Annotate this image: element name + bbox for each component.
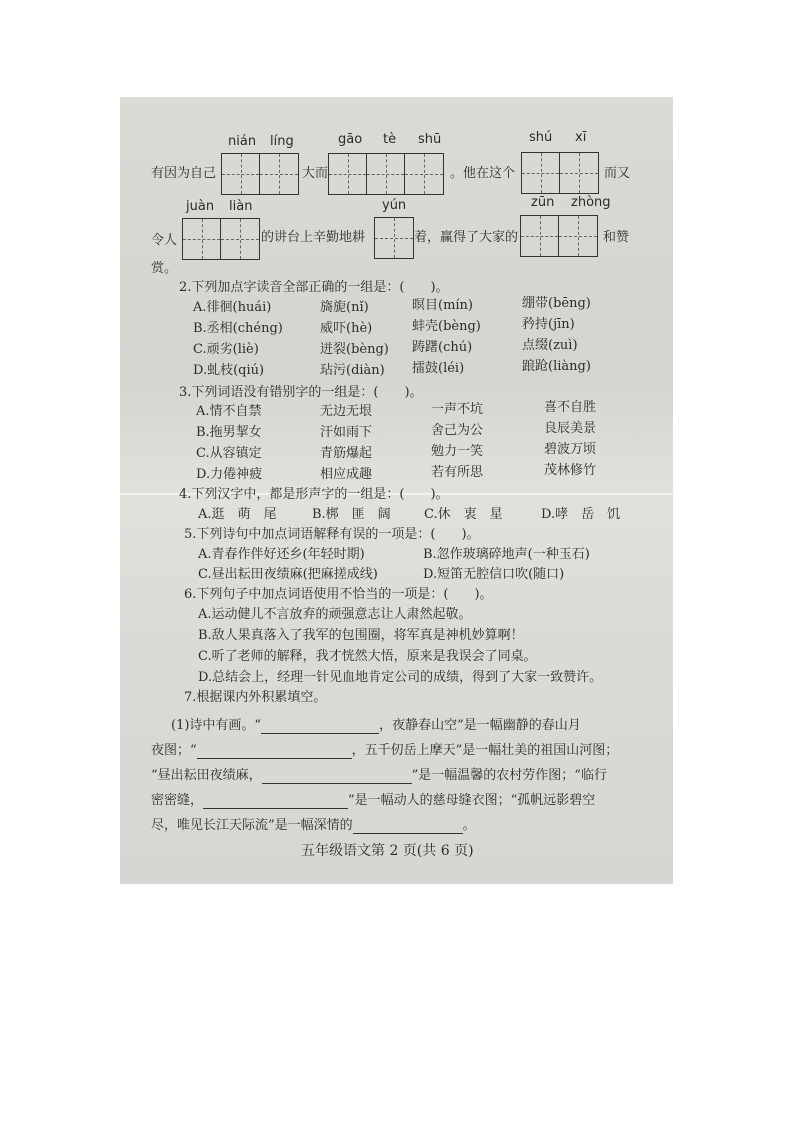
q2-option-B-4: 矜持(jīn) <box>522 317 575 332</box>
q3-option-C-2: 青筋爆起 <box>320 446 373 461</box>
q6-option-D: D.总结会上，经理一针见血地肯定公司的成绩，得到了大家一致赞许。 <box>198 670 603 685</box>
q2-option-A-1: A.徘徊(huái) <box>193 300 272 315</box>
grid-cell[interactable] <box>560 153 598 193</box>
q3-option-C-3: 勉力一笑 <box>431 444 484 459</box>
q1-text-7: 着，赢得了大家的 <box>414 230 519 245</box>
q1-text-1: 有因为自己 <box>151 166 217 181</box>
q4-option-C: C.休 衷 星 <box>424 507 503 522</box>
pinyin-yun: yún <box>382 198 407 213</box>
grid-cell[interactable] <box>221 219 259 259</box>
q3-option-C-4: 碧波万顷 <box>544 442 597 457</box>
q4-option-D: D.哮 岳 饥 <box>541 507 621 522</box>
q7-text: 。 <box>462 818 476 833</box>
q4-stem: 4.下列汉字中，都是形声字的一组是：( )。 <box>179 487 449 502</box>
q4-option-B: B.梆 匪 阔 <box>312 507 391 522</box>
q2-option-C-1: C.顽劣(liè) <box>193 342 259 357</box>
q3-stem: 3.下列词语没有错别字的一组是：( )。 <box>179 385 423 400</box>
writing-grid-gaoteshu[interactable] <box>328 153 444 195</box>
q7-text: ”是一幅动人的慈母缝衣图；“孤帆远影碧空 <box>348 793 596 808</box>
q4-option-A: A.逛 萌 尾 <box>198 507 277 522</box>
grid-cell[interactable] <box>183 219 221 259</box>
q3-option-B-3: 舍己为公 <box>431 423 484 438</box>
grid-cell[interactable] <box>375 218 413 258</box>
fill-blank-1[interactable] <box>261 719 379 734</box>
q7-line-1 <box>171 718 581 734</box>
q1-text-8: 和赞 <box>603 230 630 245</box>
fill-blank-5[interactable] <box>353 819 463 834</box>
q7-line-4 <box>151 793 595 809</box>
q1-text-2: 大而 <box>302 166 329 181</box>
q7-text: “昼出耘田夜绩麻， <box>151 768 262 783</box>
q3-option-A-2: 无边无垠 <box>320 404 373 419</box>
q7-stem: 7.根据课内外积累填空。 <box>184 690 327 705</box>
pinyin-te: tè <box>383 132 397 147</box>
q3-option-B-4: 良辰美景 <box>544 421 597 436</box>
q3-option-A-3: 一声不坑 <box>431 402 484 417</box>
grid-cell[interactable] <box>222 154 260 194</box>
q3-option-A-1: A.情不自禁 <box>196 404 262 419</box>
pinyin-xi: xī <box>575 130 587 145</box>
pinyin-lian: liàn <box>229 199 253 214</box>
q2-option-C-2: 迸裂(bèng) <box>320 342 389 357</box>
q7-text: ”是一幅温馨的农村劳作图；“临行 <box>411 768 607 783</box>
writing-grid-nianling[interactable] <box>221 153 299 195</box>
q1-text-4: 而又 <box>604 166 631 181</box>
fill-blank-3[interactable] <box>262 769 412 784</box>
pinyin-zhong: zhòng <box>571 195 611 210</box>
q2-option-D-1: D.虬枝(qiú) <box>193 363 265 378</box>
writing-grid-juanlian[interactable] <box>182 218 260 260</box>
q1-text-5: 令人 <box>151 233 178 248</box>
q7-line-5 <box>151 818 476 834</box>
page-footer: 五年级语文第 2 页(共 6 页) <box>301 843 474 859</box>
grid-cell[interactable] <box>260 154 298 194</box>
q3-option-D-1: D.力倦神疲 <box>196 467 263 482</box>
exam-page <box>120 97 673 884</box>
q7-text: ，夜静春山空”是一幅幽静的春山月 <box>379 718 581 733</box>
q2-option-A-3: 暝目(mín) <box>412 298 474 313</box>
q3-option-B-1: B.拖男挈女 <box>196 425 262 440</box>
pinyin-nian: nián <box>228 134 257 149</box>
fill-blank-2[interactable] <box>197 744 352 759</box>
grid-cell[interactable] <box>405 154 443 194</box>
pinyin-shu2: shú <box>529 130 553 145</box>
q2-option-B-3: 蚌壳(bèng) <box>412 319 481 334</box>
q7-line-3 <box>151 768 607 784</box>
grid-cell[interactable] <box>367 154 405 194</box>
q6-option-B: B.敌人果真落入了我军的包围圈，将军真是神机妙算啊！ <box>198 628 524 643</box>
pinyin-juan: juàn <box>186 199 215 214</box>
q1-text-6: 的讲台上辛勤地耕 <box>261 230 366 245</box>
q5-option-C: C.昼出耘田夜绩麻(把麻搓成线) <box>198 567 378 582</box>
grid-cell[interactable] <box>329 154 367 194</box>
q3-option-A-4: 喜不自胜 <box>544 400 597 415</box>
pinyin-zun: zūn <box>531 195 555 210</box>
q2-option-A-4: 绷带(bēng) <box>522 296 591 311</box>
pinyin-ling: líng <box>270 134 294 149</box>
q5-option-B: B.忽作玻璃碎地声(一种玉石) <box>423 547 590 562</box>
q7-text: ，五千仞岳上摩天”是一幅壮美的祖国山河图； <box>351 743 619 758</box>
grid-cell[interactable] <box>559 216 597 256</box>
q2-option-B-2: 威吓(hè) <box>320 321 373 336</box>
fill-blank-4[interactable] <box>203 794 348 809</box>
q6-option-C: C.听了老师的解释，我才恍然大悟，原来是我误会了同桌。 <box>198 649 537 664</box>
q3-option-D-2: 相应成趣 <box>320 467 373 482</box>
q7-text: 尽，唯见长江天际流”是一幅深情的 <box>151 818 353 833</box>
q2-option-A-2: 旖旎(nǐ) <box>320 300 369 315</box>
writing-grid-yun[interactable] <box>374 217 414 259</box>
q6-option-A: A.运动健儿不言放弃的顽强意志让人肃然起敬。 <box>198 607 472 622</box>
q1-text-3: 。他在这个 <box>450 166 516 181</box>
q2-option-D-3: 擂鼓(léi) <box>412 361 465 376</box>
pinyin-shu: shū <box>418 132 442 147</box>
q2-stem: 2.下列加点字读音全部正确的一组是：( )。 <box>179 280 449 295</box>
q5-option-D: D.短笛无腔信口吹(随口) <box>423 567 565 582</box>
q2-option-D-2: 玷污(diàn) <box>320 363 385 378</box>
q6-stem: 6.下列句子中加点词语使用不恰当的一项是：( )。 <box>184 587 493 602</box>
grid-cell[interactable] <box>522 153 560 193</box>
q5-option-A: A.青春作伴好还乡(年轻时期) <box>198 547 365 562</box>
q2-option-D-4: 踉跄(liàng) <box>522 359 591 374</box>
grid-cell[interactable] <box>521 216 559 256</box>
q1-text-9: 赏。 <box>151 261 178 276</box>
q3-option-C-1: C.从容镇定 <box>196 446 262 461</box>
q3-option-D-4: 茂林修竹 <box>544 463 597 478</box>
q2-option-C-3: 踌躇(chú) <box>412 340 473 355</box>
q7-text: (1)诗中有画。“ <box>171 718 262 733</box>
pinyin-gao: gāo <box>338 132 363 147</box>
q2-option-C-4: 点缀(zuì) <box>522 338 578 353</box>
q3-option-D-3: 若有所思 <box>431 465 484 480</box>
q7-text: 密密缝， <box>151 793 204 808</box>
q7-line-2 <box>151 743 618 759</box>
q3-option-B-2: 汗如雨下 <box>320 425 373 440</box>
q7-text: 夜图；“ <box>151 743 197 758</box>
writing-grid-shuxi[interactable] <box>521 152 599 194</box>
writing-grid-zunzhong[interactable] <box>520 215 598 257</box>
q5-stem: 5.下列诗句中加点词语解释有误的一项是：( )。 <box>184 527 480 542</box>
q2-option-B-1: B.丞相(chéng) <box>193 321 283 336</box>
